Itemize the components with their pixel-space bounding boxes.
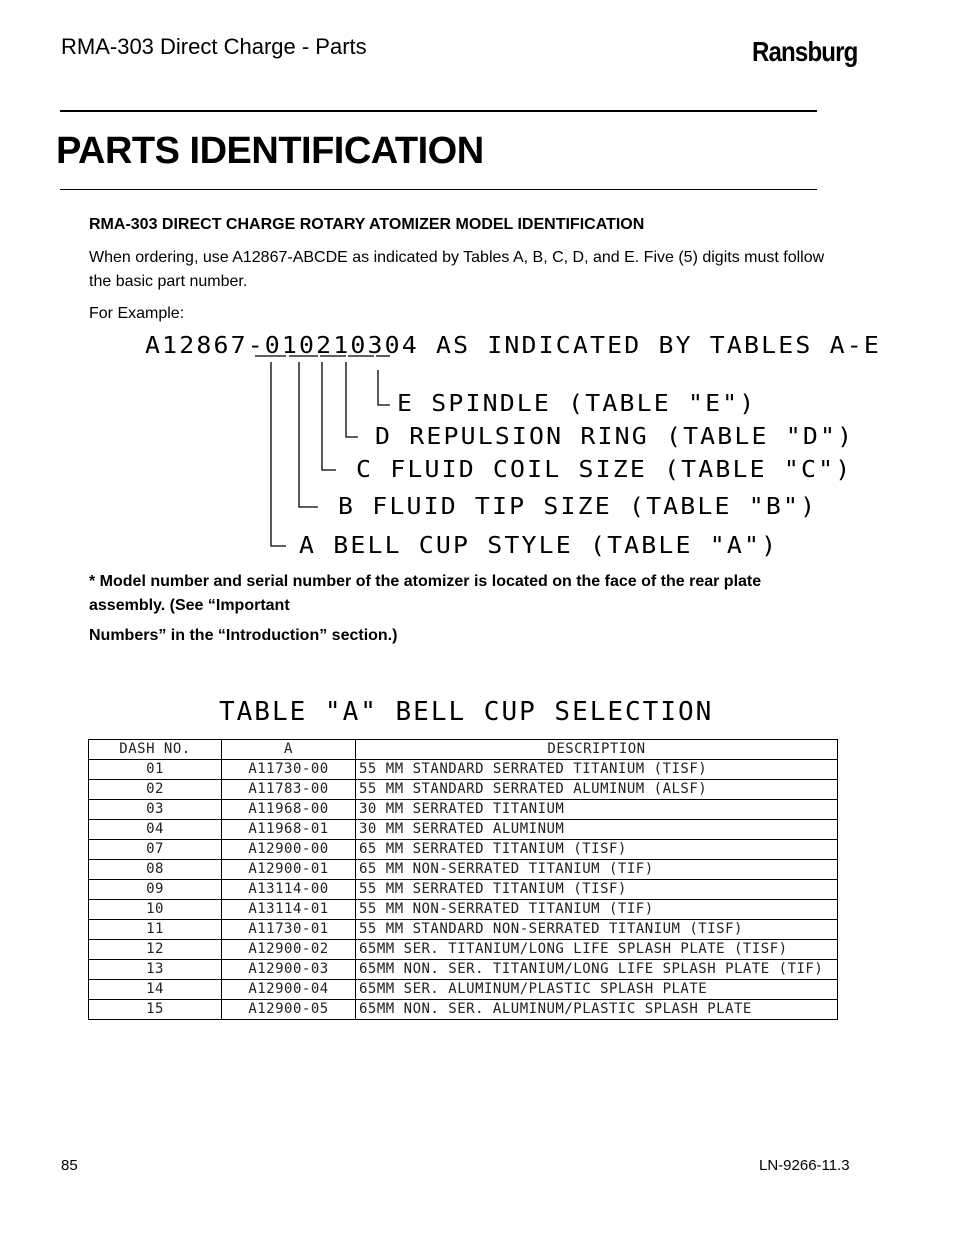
callout-a: A BELL CUP STYLE (TABLE "A"): [299, 533, 779, 559]
part-number-cell: A11783-00: [222, 780, 356, 800]
description-cell: 65MM SER. TITANIUM/LONG LIFE SPLASH PLATE (TISF): [356, 940, 838, 960]
table-header-row: [89, 740, 838, 760]
dash-no-cell: 04: [89, 820, 222, 840]
leader-a: [271, 362, 286, 546]
header-title: RMA-303 Direct Charge - Parts: [61, 34, 367, 59]
callout-e: E SPINDLE (TABLE "E"): [397, 391, 757, 417]
dash-no-cell: 09: [89, 880, 222, 900]
page-title: PARTS IDENTIFICATION: [56, 130, 484, 172]
part-number-cell: A12900-00: [222, 840, 356, 860]
part-number-cell: A12900-05: [222, 1000, 356, 1020]
description-cell: 30 MM SERRATED ALUMINUM: [356, 820, 838, 840]
dash-no-cell: 12: [89, 940, 222, 960]
part-number-cell: A12900-04: [222, 980, 356, 1000]
table-row: [89, 940, 838, 960]
model-number-note-continued: Numbers” in the “Introduction” section.): [89, 627, 398, 644]
description-cell: 65MM SER. ALUMINUM/PLASTIC SPLASH PLATE: [356, 980, 838, 1000]
part-number-cell: A12900-01: [222, 860, 356, 880]
dash-no-cell: 14: [89, 980, 222, 1000]
page-number: 85: [61, 1157, 78, 1174]
dash-no-cell: 10: [89, 900, 222, 920]
part-number-cell: A11968-00: [222, 800, 356, 820]
part-number-cell: A13114-00: [222, 880, 356, 900]
table-row: [89, 780, 838, 800]
leader-c: [322, 362, 336, 470]
dash-no-cell: 01: [89, 760, 222, 780]
description-cell: 55 MM NON-SERRATED TITANIUM (TIF): [356, 900, 838, 920]
callout-c: C FLUID COIL SIZE (TABLE "C"): [356, 457, 853, 483]
callout-d: D REPULSION RING (TABLE "D"): [375, 424, 855, 450]
model-number-note: * Model number and serial number of the atomizer is located on the face of the rear plate assembly. (See “Important: [89, 573, 762, 614]
example-part-number-line: A12867-010210304 AS INDICATED BY TABLES A-E: [145, 333, 881, 359]
document-number: LN-9266-11.3: [759, 1157, 850, 1174]
table-row: [89, 760, 838, 780]
table-row: [89, 880, 838, 900]
table-row: [89, 860, 838, 880]
part-number-cell: A11730-00: [222, 760, 356, 780]
callout-b: B FLUID TIP SIZE (TABLE "B"): [338, 494, 818, 520]
part-number-cell: A11730-01: [222, 920, 356, 940]
part-number-cell: A12900-03: [222, 960, 356, 980]
header-a: A: [222, 740, 356, 760]
table-row: [89, 900, 838, 920]
table-row: [89, 1000, 838, 1020]
dash-no-cell: 03: [89, 800, 222, 820]
part-number-cell: A11968-01: [222, 820, 356, 840]
table-row: [89, 800, 838, 820]
description-cell: 55 MM STANDARD SERRATED TITANIUM (TISF): [356, 760, 838, 780]
example-label: For Example:: [89, 305, 185, 322]
header-dash-no: DASH NO.: [89, 740, 222, 760]
top-rule: [60, 110, 817, 112]
dash-no-cell: 13: [89, 960, 222, 980]
description-cell: 65 MM NON-SERRATED TITANIUM (TIF): [356, 860, 838, 880]
table-row: [89, 960, 838, 980]
leader-d: [346, 362, 358, 437]
body-paragraph: When ordering, use A12867-ABCDE as indicated by Tables A, B, C, D, and E. Five (5) digits must follow the basic part number.: [89, 249, 825, 290]
brand-logo: Ransburg: [752, 36, 858, 67]
dash-no-cell: 11: [89, 920, 222, 940]
dash-no-cell: 02: [89, 780, 222, 800]
table-row: [89, 980, 838, 1000]
leader-e: [378, 370, 390, 405]
table-row: [89, 820, 838, 840]
table-a-title: TABLE "A" BELL CUP SELECTION: [219, 697, 714, 727]
dash-no-cell: 08: [89, 860, 222, 880]
description-cell: 55 MM STANDARD NON-SERRATED TITANIUM (TISF): [356, 920, 838, 940]
bottom-rule: [60, 189, 817, 190]
dash-no-cell: 07: [89, 840, 222, 860]
leader-b: [299, 362, 318, 507]
description-cell: 55 MM STANDARD SERRATED ALUMINUM (ALSF): [356, 780, 838, 800]
dash-no-cell: 15: [89, 1000, 222, 1020]
description-cell: 65 MM SERRATED TITANIUM (TISF): [356, 840, 838, 860]
part-number-cell: A12900-02: [222, 940, 356, 960]
bell-cup-selection-table: [88, 739, 838, 1020]
description-cell: 65MM NON. SER. TITANIUM/LONG LIFE SPLASH PLATE (TIF): [356, 960, 838, 980]
description-cell: 55 MM SERRATED TITANIUM (TISF): [356, 880, 838, 900]
section-heading: RMA-303 DIRECT CHARGE ROTARY ATOMIZER MODEL IDENTIFICATION: [89, 216, 645, 233]
description-cell: 65MM NON. SER. ALUMINUM/PLASTIC SPLASH PLATE: [356, 1000, 838, 1020]
part-number-cell: A13114-01: [222, 900, 356, 920]
table-row: [89, 920, 838, 940]
description-cell: 30 MM SERRATED TITANIUM: [356, 800, 838, 820]
header-description: DESCRIPTION: [356, 740, 838, 760]
table-row: [89, 840, 838, 860]
